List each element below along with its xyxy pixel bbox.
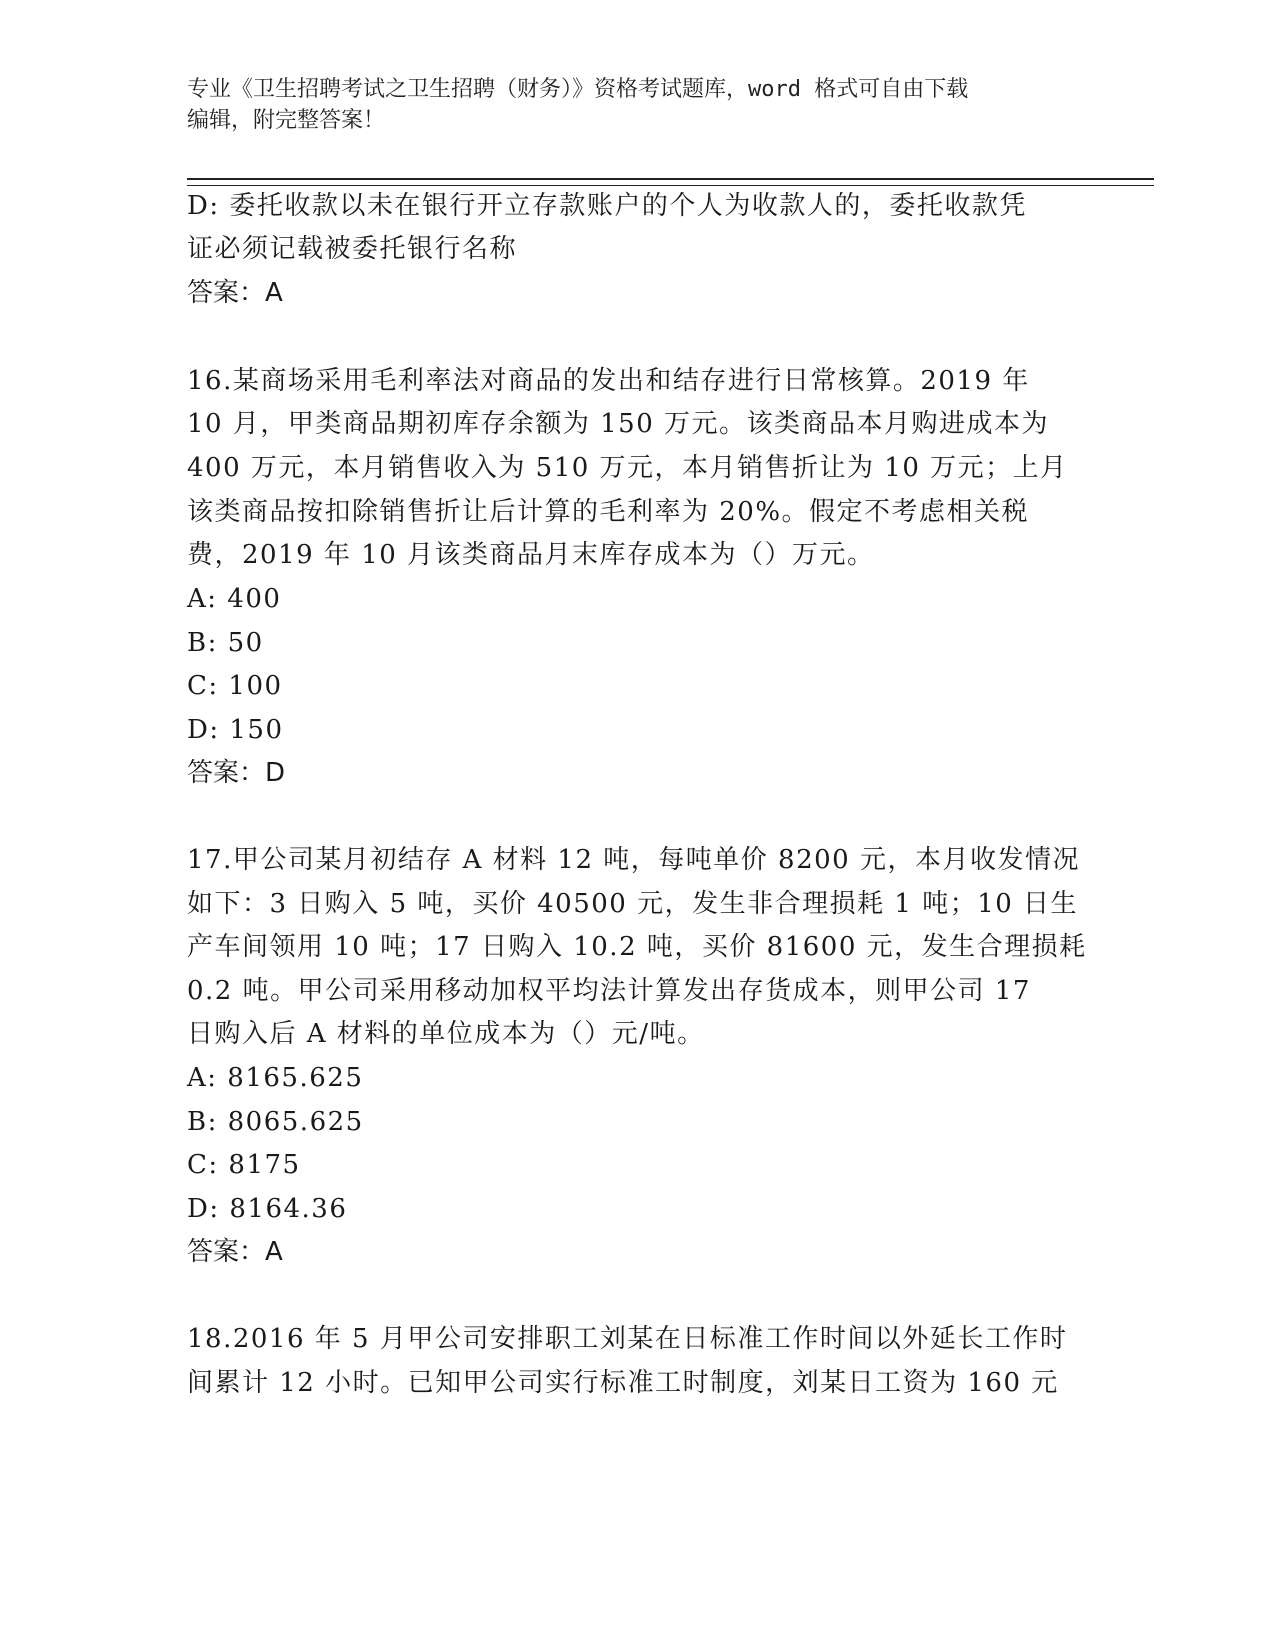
- q15-answer: 答案：A: [187, 278, 283, 308]
- header-line-2: 编辑，附完整答案！: [187, 108, 386, 133]
- page-header: [187, 74, 1087, 136]
- q16-stem-line-2: 10 月，甲类商品期初库存余额为 150 万元。该类商品本月购进成本为: [187, 409, 1050, 439]
- header-rule-thick: [187, 178, 1154, 180]
- q17-stem-line-4: 0.2 吨。甲公司采用移动加权平均法计算发出存货成本，则甲公司 17: [187, 976, 1031, 1006]
- header-line-1: 专业《卫生招聘考试之卫生招聘（财务）》资格考试题库，word 格式可自由下载: [187, 77, 969, 102]
- q16-stem-line-3: 400 万元，本月销售收入为 510 万元，本月销售折让为 10 万元；上月: [187, 453, 1068, 483]
- q17-stem-line-1: 17.甲公司某月初结存 A 材料 12 吨，每吨单价 8200 元，本月收发情况: [187, 845, 1080, 875]
- q15-option-d-line-1: D: 委托收款以未在银行开立存款账户的个人为收款人的，委托收款凭: [187, 191, 1027, 221]
- q16-option-b: B: 50: [187, 628, 264, 658]
- q17-option-c: C: 8175: [187, 1150, 301, 1180]
- q17-option-d: D: 8164.36: [187, 1194, 348, 1224]
- q17-answer: 答案：A: [187, 1237, 283, 1267]
- q18-stem-line-1: 18.2016 年 5 月甲公司安排职工刘某在日标准工作时间以外延长工作时: [187, 1324, 1068, 1354]
- q16-stem-line-5: 费，2019 年 10 月该类商品月末库存成本为（）万元。: [187, 540, 875, 570]
- q17-stem-line-5: 日购入后 A 材料的单位成本为（）元/吨。: [187, 1019, 705, 1049]
- q16-answer: 答案：D: [187, 758, 286, 788]
- header-rule-thin: [187, 185, 1154, 186]
- q16-option-a: A: 400: [187, 584, 282, 614]
- q16-option-c: C: 100: [187, 671, 283, 701]
- q16-stem-line-4: 该类商品按扣除销售折让后计算的毛利率为 20%。假定不考虑相关税: [187, 497, 1030, 527]
- q17-stem-line-3: 产车间领用 10 吨；17 日购入 10.2 吨，买价 81600 元，发生合理损耗: [187, 932, 1087, 962]
- q17-stem-line-2: 如下：3 日购入 5 吨，买价 40500 元，发生非合理损耗 1 吨；10 日生: [187, 889, 1079, 919]
- q17-option-a: A: 8165.625: [187, 1063, 364, 1093]
- q17-option-b: B: 8065.625: [187, 1107, 364, 1137]
- q16-stem-line-1: 16.某商场采用毛利率法对商品的发出和结存进行日常核算。2019 年: [187, 366, 1030, 396]
- q15-option-d-line-2: 证必须记载被委托银行名称: [187, 234, 518, 264]
- q18-stem-line-2: 间累计 12 小时。已知甲公司实行标准工时制度，刘某日工资为 160 元: [187, 1368, 1059, 1398]
- q16-option-d: D: 150: [187, 715, 284, 745]
